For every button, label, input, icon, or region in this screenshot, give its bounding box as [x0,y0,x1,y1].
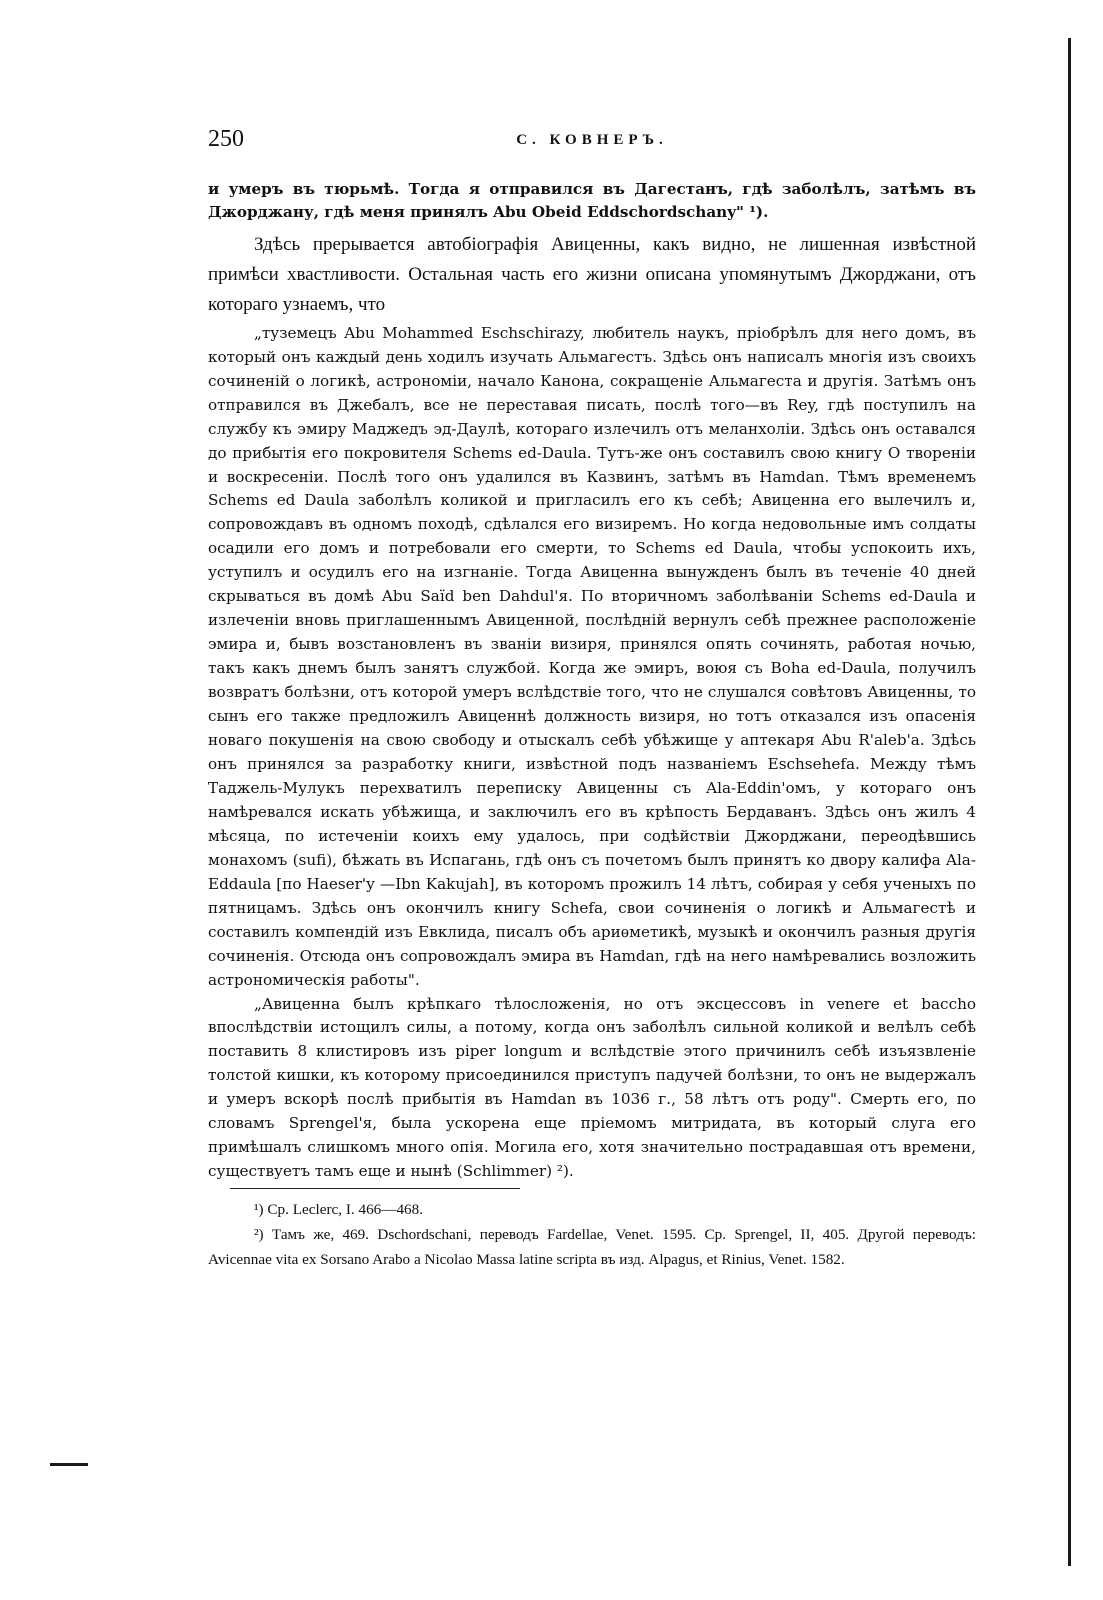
paragraph-quote-life: „туземецъ Abu Mohammed Eschschirazy, любитель наукъ, пріобрѣлъ для него домъ, въ который онъ каждый день ходилъ изучать Альмагестъ. Здѣсь онъ написалъ многія изъ своихъ сочиненій о логикѣ, астрономіи, начало Канона, сокращеніе Альмагеста и другія. Затѣмъ онъ отправился въ Джебалъ, все не переставая писать, послѣ того—въ Rey, гдѣ поступилъ на службу къ эмиру Маджедъ эд-Даулѣ, котораго излечилъ отъ меланхоліи. Здѣсь онъ оставался до прибытія его покровителя Schems ed-Daula. Тутъ-же онъ составилъ свою книгу О твореніи и воскресеніи. Послѣ того онъ удалился въ Казвинъ, затѣмъ въ Hamdan. Тѣмъ временемъ Schems ed Daula заболѣлъ коликой и пригласилъ его къ себѣ; Авиценна его вылечилъ и, сопровождавъ въ одномъ походѣ, сдѣлался его визиремъ. Но когда недовольные имъ солдаты осадили его домъ и потребовали его смерти, то Schems ed Daula, чтобы успокоить ихъ, уступилъ и осудилъ его на изгнаніе. Тогда Авиценна вынужденъ былъ въ теченіе 40 дней скрываться въ домѣ Abu Saïd ben Dahdul'я. По вторичномъ заболѣваніи Schems ed-Daula и излеченіи вновь приглашеннымъ Авиценной, послѣдній вернулъ себѣ прежнее расположеніе эмира и, бывъ возстановленъ въ званіи визиря, принялся опять сочинять, работая ночью, такъ какъ днемъ былъ занятъ службой. Когда же эмиръ, воюя съ Boha ed-Daula, получилъ возвратъ болѣзни, отъ которой умеръ вслѣдствіе того, что не слушался совѣтовъ Авиценны, то сынъ его также предложилъ Авиценнѣ должность визиря, но тотъ отказался изъ опасенія новаго покушенія на свою свободу и отыскалъ себѣ убѣжище у аптекаря Abu R'aleb'a. Здѣсь онъ принялся за разработку книги, извѣстной подъ названіемъ Eschsehefa. Между тѣмъ Таджель-Мулукъ перехватилъ переписку Авиценны съ Ala-Eddin'омъ, у котораго онъ намѣревался искать убѣжища, и заключилъ его въ крѣпость Бердаванъ. Здѣсь онъ жилъ 4 мѣсяца, по истеченіи коихъ ему удалось, при содѣйствіи Джорджани, переодѣвшись монахомъ (sufi), бѣжать въ Испагань, гдѣ онъ съ почетомъ былъ принятъ ко двору калифа Ala-Eddaula [по Haeser'у —Ibn Kakujah], въ которомъ прожилъ 14 лѣтъ, собирая у себя ученыхъ по пятницамъ. Здѣсь онъ окончилъ книгу Schefa, свои сочиненія о логикѣ и Альмагестѣ и составилъ компендій изъ Евклида, писалъ объ ариѳметикѣ, музыкѣ и окончилъ разныя другія сочиненія. Отсюда онъ сопровождалъ эмира въ Hamdan, гдѣ на него намѣревались возложить астрономическія работы". [208,323,976,989]
paragraph-continuation: и умеръ въ тюрьмѣ. Тогда я отправился въ Дагестанъ, гдѣ заболѣлъ, затѣмъ въ Джорджану, гдѣ меня принялъ Abu Obeid Eddschordschany" ¹). [208,180,976,222]
paragraph-quote-death: „Авиценна былъ крѣпкаго тѣлосложенія, но отъ эксцессовъ in venere et baccho впослѣдствіи истощилъ силы, а потому, когда онъ заболѣлъ сильной коликой и велѣлъ себѣ поставить 8 клистировъ изъ piper longum и вслѣдствіе этого причинилъ себѣ изъязвленіе толстой кишки, къ которому присоединился приступъ падучей болѣзни, то онъ не выдержалъ и умеръ вскорѣ послѣ прибытія въ Hamdan въ 1036 г., 58 лѣтъ отъ роду". Смерть его, по словамъ Sprengel'я, была ускорена еще пріемомъ митридата, въ который слуга его примѣшалъ слишкомъ много опія. Могила его, хотя значительно пострадавшая отъ времени, существуетъ тамъ еще и нынѣ (Schlimmer) ²). [208,994,976,1181]
page-header [208,126,976,166]
footnote-2: ²) Тамъ же, 469. Dschordschani, переводъ Fardellae, Venet. 1595. Ср. Sprengel, II, 405. Другой переводъ: Avicennae vita ex Sorsano Arabo a Nicolao Massa latine scripta въ изд. Alpagus, et Rinius, Venet. 1582. [208,1226,976,1269]
footnote-divider [230,1188,520,1189]
page [208,126,976,1272]
scan-edge-line [1068,38,1071,1566]
paragraph-intro: Здѣсь прерывается автобіографія Авиценны, какъ видно, не лишенная извѣстной примѣси хвастливости. Остальная часть его жизни описана упомянутымъ Джорджани, отъ котораго узнаемъ, что [208,233,976,315]
footnote-1: ¹) Ср. Leclerc, I. 466—468. [254,1201,424,1219]
running-head: С. КОВНЕРЪ. [516,132,668,148]
margin-mark [50,1463,88,1466]
page-number: 250 [208,126,244,152]
